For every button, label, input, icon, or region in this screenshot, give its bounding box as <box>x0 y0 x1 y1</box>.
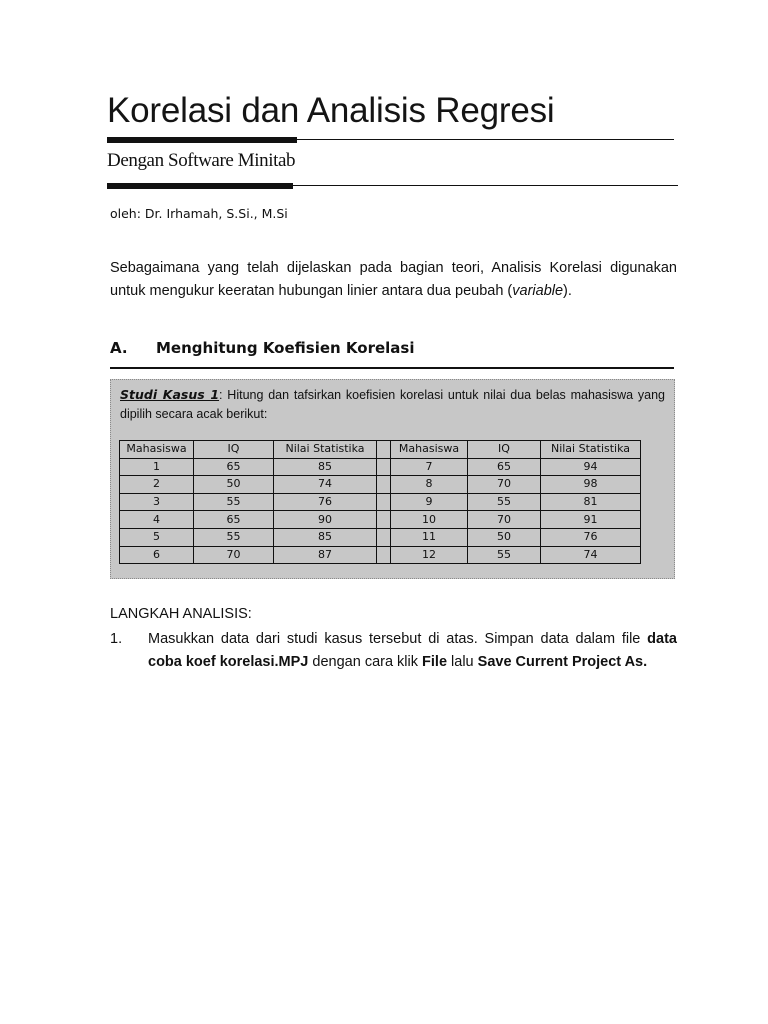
section-heading <box>110 337 415 359</box>
table-gap-cell <box>377 458 391 476</box>
intro-paragraph <box>110 257 677 303</box>
table-cell: 55 <box>194 493 274 511</box>
table-row <box>120 511 641 529</box>
table-cell: 85 <box>274 458 377 476</box>
table-cell: 70 <box>468 511 541 529</box>
table-cell: 8 <box>391 476 468 494</box>
table-cell: 4 <box>120 511 194 529</box>
table-cell: 85 <box>274 528 377 546</box>
step-text-part: lalu <box>447 654 478 670</box>
case-study-text <box>120 385 665 424</box>
subtitle-underline-thin <box>293 185 678 186</box>
table-gap-cell <box>377 441 391 459</box>
section-title: Menghitung Koefisien Korelasi <box>156 339 415 357</box>
table-row <box>120 528 641 546</box>
table-cell: 12 <box>391 546 468 564</box>
data-table <box>119 440 641 564</box>
table-cell: 65 <box>194 458 274 476</box>
intro-text-end: ). <box>563 283 572 299</box>
table-cell: 3 <box>120 493 194 511</box>
table-row <box>120 546 641 564</box>
table-cell: 9 <box>391 493 468 511</box>
step-text <box>148 628 677 674</box>
table-cell: 87 <box>274 546 377 564</box>
table-cell: 55 <box>468 546 541 564</box>
subtitle-underline-thick <box>107 183 293 189</box>
intro-text: Sebagaimana yang telah dijelaskan pada bagian teori, Analisis Korelasi digunakan untuk mengukur keeratan hubungan linier antara dua peubah ( <box>110 260 677 299</box>
table-cell: 5 <box>120 528 194 546</box>
header-cell: Mahasiswa <box>120 441 194 459</box>
step-text-part: Masukkan data dari studi kasus tersebut di atas. Simpan data dalam file <box>148 631 648 647</box>
table-cell: 1 <box>120 458 194 476</box>
table-cell: 70 <box>468 476 541 494</box>
table-cell: 94 <box>541 458 641 476</box>
page-title: Korelasi dan Analisis Regresi <box>107 91 555 130</box>
table-cell: 74 <box>274 476 377 494</box>
table-row <box>120 476 641 494</box>
step-menu-save: Save Current Project As. <box>477 654 648 670</box>
table-cell: 90 <box>274 511 377 529</box>
table-row <box>120 458 641 476</box>
table-cell: 50 <box>468 528 541 546</box>
table-cell: 2 <box>120 476 194 494</box>
table-cell: 81 <box>541 493 641 511</box>
table-gap-cell <box>377 528 391 546</box>
table-cell: 98 <box>541 476 641 494</box>
steps-label: LANGKAH ANALISIS: <box>110 606 252 622</box>
author-line: oleh: Dr. Irhamah, S.Si., M.Si <box>110 206 288 221</box>
header-cell: Mahasiswa <box>391 441 468 459</box>
table-gap-cell <box>377 493 391 511</box>
page-subtitle: Dengan Software Minitab <box>107 150 296 171</box>
table-gap-cell <box>377 476 391 494</box>
table-cell: 91 <box>541 511 641 529</box>
table-gap-cell <box>377 511 391 529</box>
case-study-description: : Hitung dan tafsirkan koefisien korelasi untuk nilai dua belas mahasiswa yang dipilih secara acak berikut: <box>120 388 665 421</box>
table-cell: 65 <box>468 458 541 476</box>
step-text-part: dengan cara klik <box>308 654 423 670</box>
table-gap-cell <box>377 546 391 564</box>
table-cell: 55 <box>468 493 541 511</box>
step-menu-file: File <box>422 654 448 670</box>
header-cell: IQ <box>194 441 274 459</box>
table-cell: 74 <box>541 546 641 564</box>
header-cell: Nilai Statistika <box>541 441 641 459</box>
section-underline <box>110 367 674 369</box>
step-filename: data coba koef korelasi.MPJ <box>148 631 677 670</box>
header-cell: IQ <box>468 441 541 459</box>
case-study-label: Studi Kasus 1 <box>120 387 220 402</box>
table-cell: 11 <box>391 528 468 546</box>
table-row <box>120 493 641 511</box>
step-number: 1. <box>110 631 123 647</box>
title-underline-thick <box>107 137 297 143</box>
table-cell: 50 <box>194 476 274 494</box>
intro-italic-term: variable <box>512 283 564 299</box>
table-cell: 6 <box>120 546 194 564</box>
title-underline-thin <box>297 139 674 140</box>
section-number: A. <box>110 339 128 357</box>
table-cell: 70 <box>194 546 274 564</box>
table-cell: 7 <box>391 458 468 476</box>
table-cell: 10 <box>391 511 468 529</box>
table-cell: 55 <box>194 528 274 546</box>
table-header-row <box>120 441 641 459</box>
table-cell: 76 <box>541 528 641 546</box>
table-cell: 65 <box>194 511 274 529</box>
header-cell: Nilai Statistika <box>274 441 377 459</box>
table-cell: 76 <box>274 493 377 511</box>
